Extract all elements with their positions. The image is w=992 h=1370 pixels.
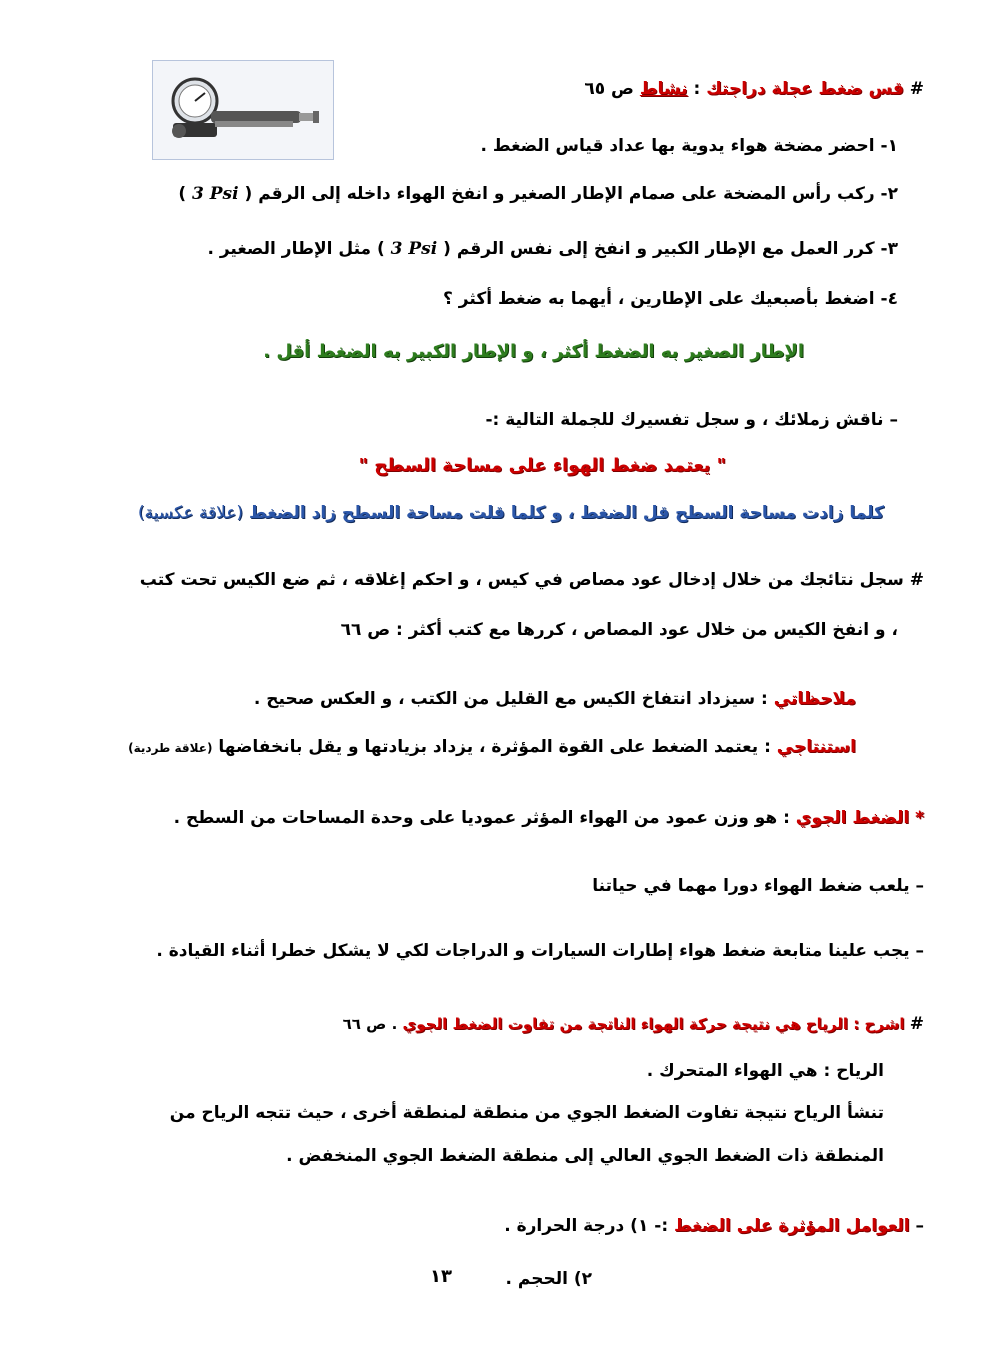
conclusion: استنتاجي : يعتمد الضغط على القوة المؤثرة ، يزداد بزيادتها و يقل بانخفاضها (علاقة طردية) xyxy=(128,737,856,757)
discuss-prompt: – ناقش زملائك ، و سجل تفسيرك للجملة التالية :- xyxy=(485,410,898,430)
factors-heading: – العوامل المؤثرة على الضغط :- ١) درجة الحرارة . xyxy=(504,1216,924,1236)
pressure-gauge-pump-icon xyxy=(153,61,333,159)
activity2-line2: ، و انفخ الكيس من خلال عود المصاص ، كررها مع كتب أكثر : ص ٦٦ xyxy=(340,620,898,640)
activity-label: نشاط xyxy=(639,79,688,99)
step-2: ٢- ركب رأس المضخة على صمام الإطار الصغير و انفخ الهواء داخله إلى الرقم ( 3 Psi ) xyxy=(178,184,898,204)
step-3: ٣- كرر العمل مع الإطار الكبير و انفخ إلى نفس الرقم ( 3 Psi ) مثل الإطار الصغير . xyxy=(207,239,898,259)
activity1-heading: # قس ضغط عجلة دراجتك : نشاط ص ٦٥ xyxy=(584,79,924,99)
atmospheric-bullet-2: – يجب علينا متابعة ضغط هواء إطارات السيارات و الدراجات لكي لا يشكل خطرا أثناء القيادة . xyxy=(156,941,924,961)
page-ref: . ص ٦٦ xyxy=(342,1015,403,1033)
step-4: ٤- اضغط بأصبعيك على الإطارين ، أيهما به ضغط أكثر ؟ xyxy=(443,289,898,309)
atmospheric-definition: * الضغط الجوي : هو وزن عمود من الهواء المؤثر عموديا على وحدة المساحات من السطح . xyxy=(173,808,924,828)
pump-gauge-image xyxy=(152,60,334,160)
activity1-answer: الإطار الصغير به الضغط أكثر ، و الإطار الكبير به الضغط أقل . xyxy=(263,341,804,362)
activity1-title: قس ضغط عجلة دراجتك xyxy=(706,79,904,99)
winds-line-1: تنشأ الرياح نتيجة تفاوت الضغط الجوي من منطقة لمنطقة أخرى ، حيث تتجه الرياح من xyxy=(169,1103,884,1123)
page-ref: ص ٦٦ xyxy=(340,620,391,640)
step-1: ١- احضر مضخة هواء يدوية بها عداد قياس الضغط . xyxy=(480,136,898,156)
discuss-explanation: كلما زادت مساحة السطح قل الضغط ، و كلما قلت مساحة السطح زاد الضغط (علاقة عكسية) xyxy=(137,503,884,523)
winds-definition: الرياح : هي الهواء المتحرك . xyxy=(646,1061,884,1081)
page-number: ١٣ xyxy=(430,1266,452,1287)
winds-line-2: المنطقة ذات الضغط الجوي العالي إلى منطقة الضغط الجوي المنخفض . xyxy=(286,1146,884,1166)
winds-heading: # اشرح : الرياح هي نتيجة حركة الهواء الناتجة من تفاوت الضغط الجوي . ص ٦٦ xyxy=(342,1014,924,1034)
page-ref: ص ٦٥ xyxy=(584,79,634,99)
atmospheric-bullet-1: – يلعب ضغط الهواء دورا مهما في حياتنا xyxy=(592,876,924,896)
activity2-line1: # سجل نتائجك من خلال إدخال عود مصاص في كيس ، و احكم إغلاقه ، ثم ضع الكيس تحت كتب xyxy=(139,570,924,590)
discuss-quote: " يعتمد ضغط الهواء على مساحة السطح " xyxy=(358,455,726,476)
factors-item-2: ٢) الحجم . xyxy=(505,1269,592,1289)
observation: ملاحظاتي : سيزداد انتفاخ الكيس مع القليل من الكتب ، و العكس صحيح . xyxy=(253,689,856,709)
